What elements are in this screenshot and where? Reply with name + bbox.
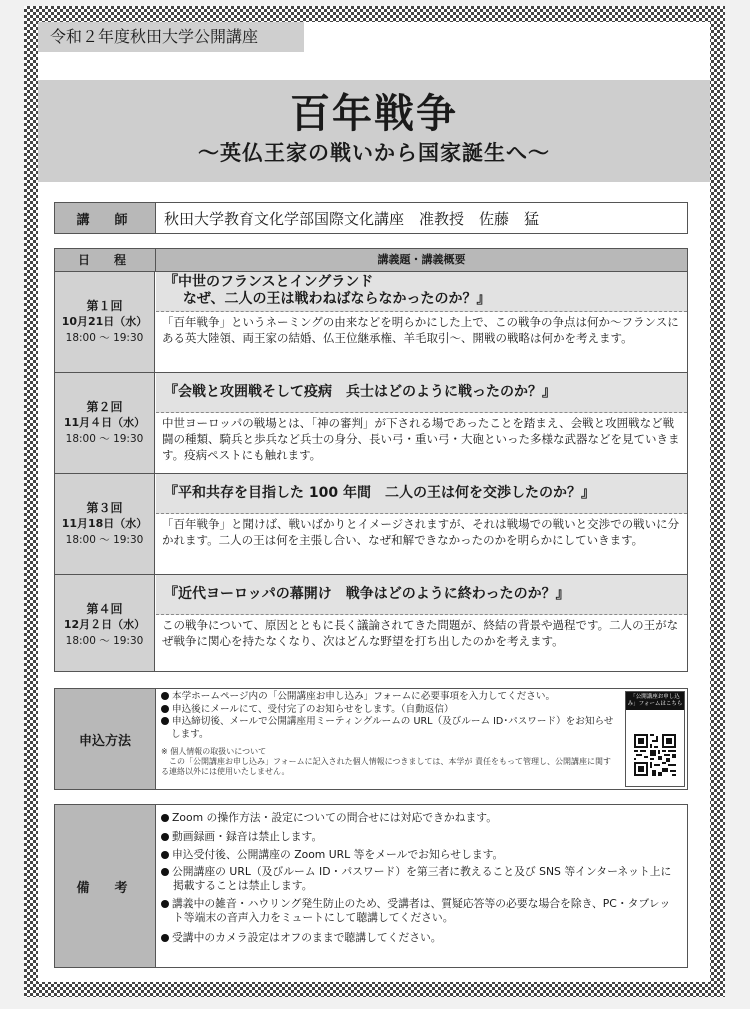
notes-body (161, 809, 681, 947)
note-item-text: 講義中の雑音・ハウリング発生防止のため、受講者は、質疑応答等の必要な場合を除き、PC・タブレット等端末の音声入力をミュートにして聴講してください。 (172, 896, 671, 924)
page-subtitle: ～英仏王家の戦いから国家誕生へ～ (198, 140, 550, 165)
qr-code-box[interactable] (625, 691, 685, 787)
bullet-icon (161, 934, 169, 942)
note-item-text: Zoom の操作方法・設定についての問合せには対応できかねます。 (172, 811, 497, 824)
note-item (161, 846, 681, 865)
note-item (161, 865, 681, 893)
lecturer-row (54, 202, 688, 234)
note-item (161, 897, 681, 925)
session-number: 第４回 (86, 602, 123, 616)
session-date-cell (55, 272, 155, 372)
header-date: 日 程 (55, 249, 156, 271)
qr-code-icon[interactable] (634, 734, 676, 776)
session-time: 18:00 ～ 19:30 (65, 635, 144, 647)
apply-section (54, 688, 688, 790)
note-item-text: 受講中のカメラ設定はオフのままで聴講してください。 (172, 930, 442, 944)
bullet-icon (161, 692, 169, 700)
session-row-4 (55, 575, 687, 671)
apply-item-text: 申込後にメールにて、受付完了のお知らせをします。（自動返信） (172, 703, 454, 715)
bullet-icon (161, 851, 169, 859)
session-summary: 中世ヨーロッパの戦場とは、「神の審判」が下される場であったことを踏まえ、会戦と攻囲戦など戦闘の種類、騎兵と歩兵など兵士の身分、長い弓・重い弓・大砲といった多様な武器などを見ていきます。疫病ペストにも触れます。 (162, 416, 680, 462)
apply-item (161, 704, 615, 717)
apply-item-text: 本学ホームページ内の「公開講座お申し込み」フォームに必要事項を入力してください。 (172, 691, 556, 702)
session-day: 11月18日（水） (61, 517, 148, 530)
session-summary: この戦争について、原因とともに長く議論されてきた問題が、終結の背景や過程です。二人の王がなぜ戦争に関心を持たなくなり、次はどんな野望を打ち出したのかを考えます。 (162, 618, 679, 648)
qr-caption: 「公開講座お申し込み」フォームはこちら (626, 692, 684, 710)
privacy-note-text: この「公開講座お申し込み」フォームに記入された個人情報につきましては、本学が 責任をもって管理し、公開講座に関する連絡以外には使用いたしません。 (161, 757, 611, 776)
notes-section (54, 804, 688, 968)
session-day: 12月２日（水） (63, 618, 146, 631)
apply-label: 申込方法 (55, 689, 156, 789)
schedule-header (55, 249, 687, 272)
session-day: 11月４日（水） (63, 416, 146, 429)
session-title: 『中世のフランスとイングランド なぜ、二人の王は戦わねばならなかったのか？』 (156, 272, 687, 312)
session-date-cell (55, 373, 155, 473)
lecturer-label: 講 師 (55, 203, 156, 233)
note-item-text: 公開講座の URL（及びルーム ID・パスワード）を第三者に教えること及び SNS 等インターネット上に掲載することは禁止します。 (172, 864, 672, 892)
session-title: 『平和共存を目指した 100 年間 二人の王は何を交渉したのか？』 (156, 474, 687, 514)
lecturer-value: 秋田大学教育文化学部国際文化講座 准教授 佐藤 猛 (164, 209, 540, 228)
apply-body (161, 691, 615, 777)
session-title: 『会戦と攻囲戦そして疫病 兵士はどのように戦ったのか？』 (156, 373, 687, 413)
session-row-3 (55, 474, 687, 575)
note-item (161, 828, 681, 847)
session-time: 18:00 ～ 19:30 (65, 332, 144, 344)
flyer-page (38, 22, 710, 982)
page-title: 百年戦争 (290, 90, 458, 137)
note-item (161, 809, 681, 828)
session-summary: 「百年戦争」と聞けば、戦いばかりとイメージされますが、それは戦場での戦いと交渉での戦いに分かれます。二人の王は何を主張し合い、なぜ和解できなかったのかを明らかにしていきます。 (162, 517, 680, 547)
session-date-cell (55, 575, 155, 671)
session-number: 第１回 (86, 299, 123, 313)
note-item-text: 動画録画・録音は禁止します。 (172, 829, 323, 843)
session-row-2 (55, 373, 687, 474)
session-row-1 (55, 272, 687, 373)
bullet-icon (161, 814, 169, 822)
bullet-icon (161, 868, 169, 876)
bullet-icon (161, 900, 169, 908)
note-item-text: 申込受付後、公開講座の Zoom URL 等をメールでお知らせします。 (172, 848, 504, 861)
session-title: 『近代ヨーロッパの幕開け 戦争はどのように終わったのか？』 (156, 575, 687, 615)
bullet-icon (161, 717, 169, 725)
title-band (38, 80, 710, 182)
session-time: 18:00 ～ 19:30 (65, 534, 144, 546)
schedule-table (54, 248, 688, 672)
bullet-icon (161, 705, 169, 713)
apply-item (161, 691, 615, 704)
notes-label: 備 考 (55, 805, 156, 967)
session-time: 18:00 ～ 19:30 (65, 433, 144, 445)
note-item (161, 929, 681, 948)
header-topic: 講義題・講義概要 (377, 253, 466, 266)
apply-item (161, 716, 615, 741)
session-date-cell (55, 474, 155, 574)
bullet-icon (161, 833, 169, 841)
org-badge: 令和２年度秋田大学公開講座 (38, 22, 304, 52)
session-summary: 「百年戦争」というネーミングの由来などを明らかにした上で、この戦争の争点は何か～フランスにある英大陸領、両王家の結婚、仏王位継承権、羊毛取引～、開戦の戦略は何かを考えます。 (162, 315, 679, 345)
session-day: 10月21日（水） (61, 315, 148, 328)
privacy-note-heading: ※ 個人情報の取扱いについて (161, 747, 267, 756)
session-number: 第２回 (86, 400, 123, 414)
session-number: 第３回 (86, 501, 123, 515)
apply-item-text: 申込締切後、メールで公開講座用ミーティングルームの URL（及びルーム ID･パスワード）をお知らせします。 (171, 716, 614, 740)
